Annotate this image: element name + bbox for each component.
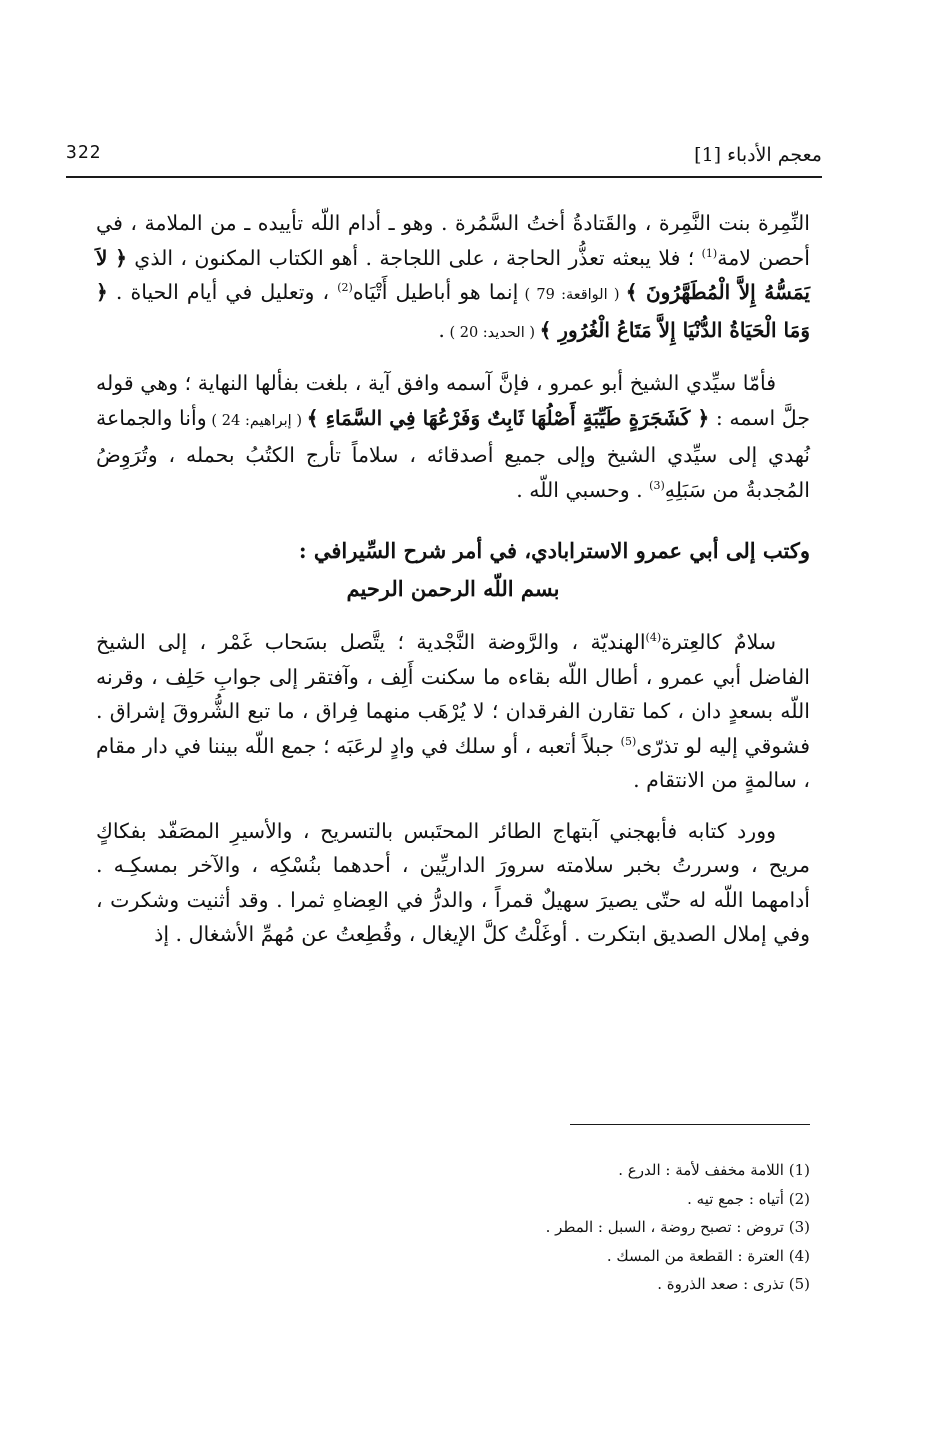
footnote-marker-3: (3) bbox=[649, 478, 665, 492]
footnote-marker-5: (5) bbox=[620, 734, 637, 748]
paragraph-3-text-3: جبلاً أتعبه ، أو سلك في وادٍ لرعَبَه ؛ جمع اللّه بيننا في دار مقام ، سالمةٍ من الانتقام . bbox=[96, 733, 810, 792]
running-head bbox=[66, 140, 822, 172]
paragraph-1-text-4: ، وتعليل في أيام الحياة . bbox=[107, 280, 338, 304]
paragraph-4 bbox=[96, 814, 810, 952]
paragraph-1-text-5: . bbox=[438, 317, 445, 342]
footnote-marker-1: (1) bbox=[701, 246, 718, 260]
paragraph-2-text-1: فأمّا سيِّدي الشيخ أبو عمرو ، فإنَّ آسمه وافق آية ، بلغت بفألها النهاية ؛ وهي قوله جلَّ اسمه : bbox=[96, 371, 810, 430]
footnote-rule bbox=[570, 1124, 810, 1125]
verse-reference-2: ( الحديد: 20 ) bbox=[444, 324, 540, 341]
paragraph-1-text-2: ؛ فلا يبعثه تعذُّر الحاجة ، على اللجاجة . أهو الكتاب المكنون ، الذي bbox=[126, 245, 702, 270]
footnote-2: (2) أتياه : جمع تيه . bbox=[687, 1189, 810, 1208]
footnote-3: (3) تروض : تصبح روضة ، السبل : المطر . bbox=[545, 1218, 810, 1236]
running-head-title: معجم الأدباء [1] bbox=[694, 144, 822, 166]
quran-verse-1: ﴿ لاَ يَمَسُّهُ إِلاَّ الْمُطَهَّرُونَ ﴾ bbox=[96, 245, 810, 304]
letter-heading: وكتب إلى أبي عمرو الاسترابادي، في أمر شرح السِّيرافي : bbox=[298, 538, 810, 563]
verse-reference-1: ( الواقعة: 79 ) bbox=[518, 287, 626, 303]
paragraph-1-text-1: النِّمِرة بنت النَّمِرة ، والقَتادةُ أختُ السَّمُرة . وهو ـ أدام اللّه تأييده ـ من الملامة ، في أحصن لامة bbox=[96, 211, 810, 270]
quran-verse-3: ﴿ كَشَجَرَةٍ طَيِّبَةٍ أَصْلُهَا ثَابِتٌ وَفَرْعُهَا فِي السَّمَاءِ ﴾ bbox=[306, 405, 710, 430]
paragraph-1 bbox=[96, 206, 810, 350]
footnote-marker-2: (2) bbox=[337, 281, 353, 295]
paragraph-2 bbox=[96, 366, 810, 507]
footnote-marker-4: (4) bbox=[645, 631, 662, 645]
paragraph-2-text-2: وأنا والجماعة نُهدي إلى سيِّدي الشيخ وإلى جميع أصدقائه ، سلاماً تأرج الكتُبُ بحمله ، وتُرَوِضُ المُجدبةُ من سَبَلِهِ bbox=[96, 405, 810, 502]
paragraph-3-text-2: الهنديّة ، والرَّوضة النَّجْدية ؛ يتَّصل بسَحاب غَمْر ، إلى الشيخ الفاضل أبي عمرو ، أطال اللّه بقاءه ما سكنت أَلِف ، وآفتقر إلى جوابِ حَلِف ، وقرنه اللّه بسعدٍ دان ، كما تقارن الفرقدان ؛ لا يُرْهَب منهما فِراق ، ما تبع الشُّروقَ إشراق . فشوقي إليه لو تذرّى bbox=[96, 630, 810, 758]
paragraph-1-text-3: إنما هو أباطيل أَتْيَاه bbox=[352, 280, 519, 304]
header-rule bbox=[66, 176, 822, 178]
page-number: 322 bbox=[66, 142, 102, 163]
paragraph-3-text-1: سلامٌ كالعِترة bbox=[661, 630, 776, 654]
footnote-4: (4) العترة : القطعة من المسك . bbox=[606, 1246, 810, 1265]
paragraph-2-text-3: . وحسبي اللّه . bbox=[516, 477, 650, 502]
main-text bbox=[96, 206, 810, 968]
footnote-5: (5) تذرى : صعد الذروة . bbox=[657, 1275, 810, 1293]
footnotes bbox=[96, 1156, 810, 1299]
paragraph-4-text-1: وورد كتابه فأبهجني آبتهاج الطائر المحتَبس بالتسريح ، والأسيرِ المصَفّد بفكاكٍ مريح ، وسررتُ بخبر سلامته سرورَ الداريِّين ، أحدهما بنُسْكِه ، والآخر بمسكِـه . أدامهما اللّه له حتّى يصيرَ سهيلٌ قمراً ، والدرُّ في العِضاهِ ثمرا . وقد أثنيت وشكرت ، وفي إملال الصديق ابتكرت . أوغَلْتُ كلَّ الإيغال ، وقُطِعتُ عن مُهمِّ الأشغال . إذ bbox=[96, 818, 810, 946]
quran-verse-2: ﴿ وَمَا الْحَيَاةُ الدُّنْيَا إِلاَّ مَتَاعُ الْغُرُورِ ﴾ bbox=[96, 280, 810, 342]
paragraph-3 bbox=[96, 625, 810, 798]
footnote-1: (1) اللامة مخفف لأمة : الدرع . bbox=[618, 1161, 810, 1179]
verse-reference-3: ( إبراهيم: 24 ) bbox=[206, 412, 307, 429]
basmala: بسم اللّه الرحمن الرحيم bbox=[346, 576, 560, 601]
